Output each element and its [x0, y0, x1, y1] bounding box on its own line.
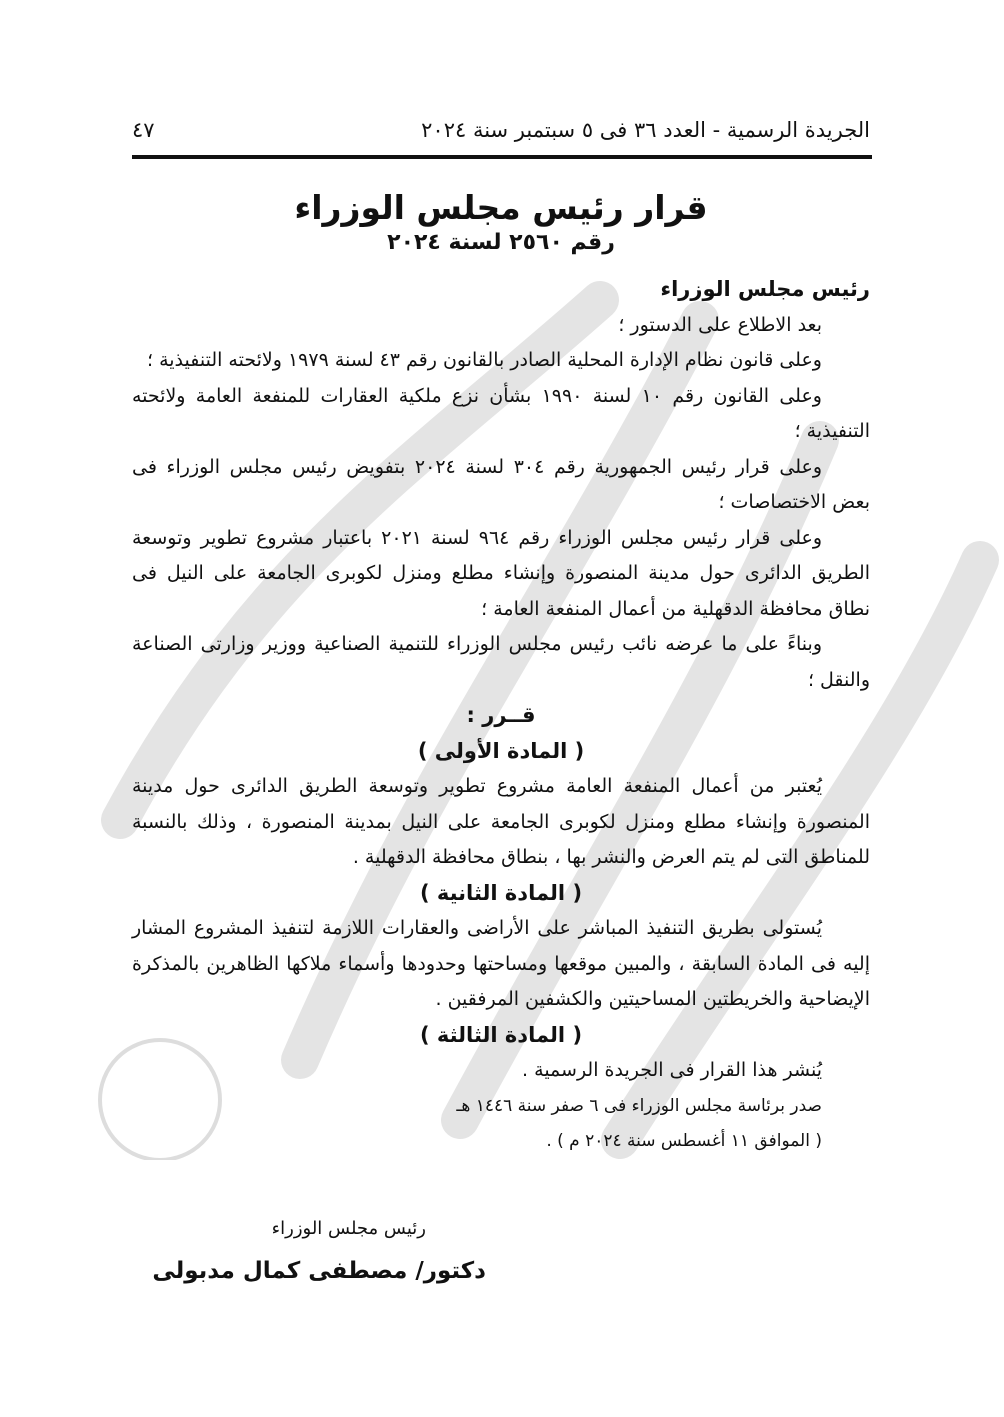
- article-text: يُنشر هذا القرار فى الجريدة الرسمية .: [522, 1059, 822, 1081]
- issuer-heading: رئيس مجلس الوزراء: [660, 277, 870, 301]
- article-heading: ( المادة الأولى ): [417, 738, 585, 763]
- preamble-item: وعلى قانون نظام الإدارة المحلية الصادر بالقانون رقم ٤٣ لسنة ١٩٧٩ ولائحته التنفيذية ؛: [146, 349, 822, 371]
- article-text: يُعتبر من أعمال المنفعة العامة مشروع تطوير وتوسعة الطريق الدائرى حول مدينة المنصورة وإنشاء مطلع ومنزل لكوبرى الجامعة على النيل بمدينة المنصورة ، وذلك بالنسبة للمناطق التى لم يتم العرض والنشر بها ، بنطاق محافظة الدقهلية .: [132, 775, 870, 868]
- preamble-item: وعلى القانون رقم ١٠ لسنة ١٩٩٠ بشأن نزع ملكية العقارات للمنفعة العامة ولائحته التنفيذية ؛: [132, 384, 870, 442]
- decree-number: رقم ٢٥٦٠ لسنة ٢٠٢٤: [387, 230, 615, 255]
- header-divider: [132, 155, 872, 159]
- page-number: ٤٧: [132, 118, 155, 142]
- header-title: الجريدة الرسمية - العدد ٣٦ فى ٥ سبتمبر سنة ٢٠٢٤: [421, 118, 870, 142]
- article-text: يُستولى بطريق التنفيذ المباشر على الأراضى والعقارات اللازمة لتنفيذ المشروع المشار إليه فى المادة السابقة ، والمبين موقعها ومساحتها وحدودها وأسماء ملاكها الظاهرين بالمذكرة الإيضاحية والخريطتين المساحيتين والكشفين المرفقين .: [132, 917, 870, 1010]
- article-heading: ( المادة الثالثة ): [419, 1022, 583, 1047]
- issued-hijri: صدر برئاسة مجلس الوزراء فى ٦ صفر سنة ١٤٤٦ هـ: [456, 1095, 822, 1116]
- signatory-name: دكتور/ مصطفى كمال مدبولى: [152, 1258, 486, 1284]
- article-heading: ( المادة الثانية ): [419, 880, 583, 905]
- decree-body: [132, 272, 870, 1160]
- preamble-item: وعلى قرار رئيس مجلس الوزراء رقم ٩٦٤ لسنة ٢٠٢١ باعتبار مشروع تطوير وتوسعة الطريق الدائرى حول مدينة المنصورة وإنشاء مطلع ومنزل لكوبرى الجامعة على النيل فى نطاق محافظة الدقهلية من أعمال المنفعة العامة ؛: [132, 526, 870, 620]
- decided-heading: قــرر :: [466, 703, 536, 727]
- preamble-item: بعد الاطلاع على الدستور ؛: [618, 313, 822, 336]
- page-header: [132, 112, 870, 148]
- decree-title: قرار رئيس مجلس الوزراء: [294, 188, 708, 227]
- preamble-item: وعلى قرار رئيس الجمهورية رقم ٣٠٤ لسنة ٢٠٢٤ بتفويض رئيس مجلس الوزراء فى بعض الاختصاصات ؛: [132, 455, 870, 513]
- issued-gregorian: ( الموافق ١١ أغسطس سنة ٢٠٢٤ م ) .: [546, 1131, 822, 1151]
- signatory-title: رئيس مجلس الوزراء: [271, 1218, 426, 1239]
- preamble-item: وبناءً على ما عرضه نائب رئيس مجلس الوزراء للتنمية الصناعية ووزير وزارتى الصناعة والنقل ؛: [132, 633, 870, 691]
